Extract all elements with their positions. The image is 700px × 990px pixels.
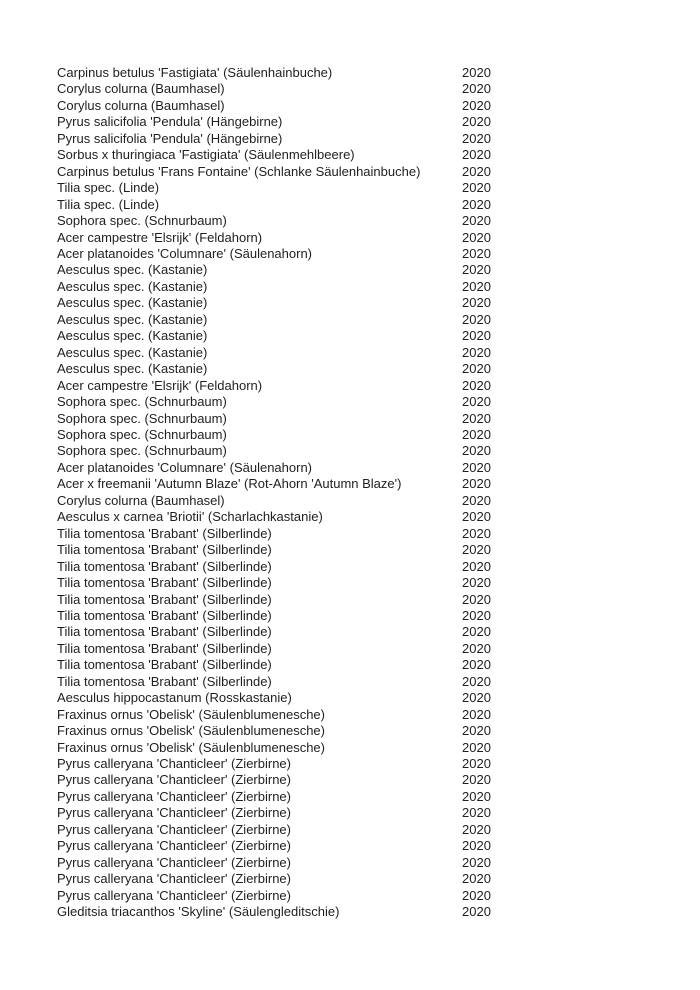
planting-year: 2020 [462, 706, 491, 722]
species-name: Pyrus calleryana 'Chanticleer' (Zierbirne) [57, 805, 291, 821]
list-item [57, 904, 660, 920]
list-item [57, 674, 660, 690]
list-item [57, 312, 660, 328]
list-item [57, 641, 660, 657]
species-name: Tilia tomentosa 'Brabant' (Silberlinde) [57, 657, 272, 673]
list-item [57, 460, 660, 476]
species-name: Aesculus spec. (Kastanie) [57, 328, 208, 344]
species-name: Acer platanoides 'Columnare' (Säulenahorn) [57, 459, 312, 475]
species-name: Sorbus x thuringiaca 'Fastigiata' (Säulenmehlbeere) [57, 147, 355, 163]
list-item [57, 888, 660, 904]
list-item [57, 789, 660, 805]
list-item [57, 114, 660, 130]
species-name: Pyrus calleryana 'Chanticleer' (Zierbirne) [57, 838, 291, 854]
planting-year: 2020 [462, 838, 491, 854]
species-name: Sophora spec. (Schnurbaum) [57, 213, 227, 229]
planting-year: 2020 [462, 673, 491, 689]
species-name: Tilia tomentosa 'Brabant' (Silberlinde) [57, 542, 272, 558]
planting-year: 2020 [462, 65, 491, 80]
planting-year: 2020 [462, 163, 491, 179]
planting-year: 2020 [462, 690, 491, 706]
species-name: Aesculus hippocastanum (Rosskastanie) [57, 690, 292, 706]
list-item [57, 608, 660, 624]
species-name: Aesculus spec. (Kastanie) [57, 344, 208, 360]
list-item [57, 131, 660, 147]
species-name: Corylus colurna (Baumhasel) [57, 97, 225, 113]
species-name: Tilia spec. (Linde) [57, 196, 160, 212]
list-item [57, 740, 660, 756]
list-item [57, 427, 660, 443]
species-name: Pyrus calleryana 'Chanticleer' (Zierbirne) [57, 788, 291, 804]
list-item [57, 262, 660, 278]
planting-year: 2020 [462, 492, 491, 508]
list-item [57, 526, 660, 542]
planting-year: 2020 [462, 624, 491, 640]
planting-year: 2020 [462, 887, 491, 903]
list-item [57, 65, 660, 81]
species-name: Tilia tomentosa 'Brabant' (Silberlinde) [57, 624, 272, 640]
planting-year: 2020 [462, 426, 491, 442]
list-item [57, 279, 660, 295]
planting-year: 2020 [462, 723, 491, 739]
planting-year: 2020 [462, 147, 491, 163]
list-item [57, 246, 660, 262]
planting-year: 2020 [462, 772, 491, 788]
species-name: Aesculus spec. (Kastanie) [57, 262, 208, 278]
species-name: Acer campestre 'Elsrijk' (Feldahorn) [57, 229, 263, 245]
list-item [57, 805, 660, 821]
species-name: Carpinus betulus 'Fastigiata' (Säulenhainbuche) [57, 65, 333, 80]
species-name: Gleditsia triacanthos 'Skyline' (Säulengleditschie) [57, 904, 340, 920]
species-name: Pyrus calleryana 'Chanticleer' (Zierbirne) [57, 887, 291, 903]
list-item [57, 98, 660, 114]
species-name: Pyrus calleryana 'Chanticleer' (Zierbirne) [57, 821, 291, 837]
species-name: Fraxinus ornus 'Obelisk' (Säulenblumenesche) [57, 706, 325, 722]
list-item [57, 756, 660, 772]
species-name: Pyrus calleryana 'Chanticleer' (Zierbirne) [57, 871, 291, 887]
list-item [57, 493, 660, 509]
planting-year: 2020 [462, 278, 491, 294]
planting-year: 2020 [462, 459, 491, 475]
species-name: Fraxinus ornus 'Obelisk' (Säulenblumenesche) [57, 723, 325, 739]
species-name: Acer campestre 'Elsrijk' (Feldahorn) [57, 377, 263, 393]
species-name: Sophora spec. (Schnurbaum) [57, 426, 227, 442]
list-item [57, 657, 660, 673]
species-name: Tilia spec. (Linde) [57, 180, 160, 196]
list-item [57, 443, 660, 459]
list-item [57, 509, 660, 525]
species-name: Aesculus spec. (Kastanie) [57, 278, 208, 294]
list-item [57, 592, 660, 608]
species-name: Aesculus spec. (Kastanie) [57, 361, 208, 377]
list-item [57, 180, 660, 196]
planting-year: 2020 [462, 788, 491, 804]
planting-year: 2020 [462, 196, 491, 212]
list-item [57, 542, 660, 558]
planting-year: 2020 [462, 213, 491, 229]
species-name: Tilia tomentosa 'Brabant' (Silberlinde) [57, 591, 272, 607]
species-name: Aesculus spec. (Kastanie) [57, 295, 208, 311]
planting-year: 2020 [462, 805, 491, 821]
species-name: Pyrus salicifolia 'Pendula' (Hängebirne) [57, 130, 283, 146]
planting-year: 2020 [462, 558, 491, 574]
species-name: Acer x freemanii 'Autumn Blaze' (Rot-Ahorn 'Autumn Blaze') [57, 476, 402, 492]
list-item [57, 707, 660, 723]
list-item [57, 230, 660, 246]
planting-year: 2020 [462, 640, 491, 656]
planting-year: 2020 [462, 361, 491, 377]
planting-year: 2020 [462, 344, 491, 360]
species-name: Tilia tomentosa 'Brabant' (Silberlinde) [57, 558, 272, 574]
species-name: Pyrus calleryana 'Chanticleer' (Zierbirne) [57, 854, 291, 870]
planting-year: 2020 [462, 130, 491, 146]
species-name: Corylus colurna (Baumhasel) [57, 81, 225, 97]
species-name: Carpinus betulus 'Frans Fontaine' (Schlanke Säulenhainbuche) [57, 163, 421, 179]
list-item [57, 328, 660, 344]
list-item [57, 147, 660, 163]
planting-year: 2020 [462, 443, 491, 459]
species-name: Pyrus salicifolia 'Pendula' (Hängebirne) [57, 114, 283, 130]
species-name: Pyrus calleryana 'Chanticleer' (Zierbirne) [57, 756, 291, 772]
species-name: Sophora spec. (Schnurbaum) [57, 394, 227, 410]
tree-list [57, 65, 660, 921]
list-item [57, 822, 660, 838]
species-name: Tilia tomentosa 'Brabant' (Silberlinde) [57, 575, 272, 591]
list-item [57, 345, 660, 361]
list-item [57, 411, 660, 427]
planting-year: 2020 [462, 245, 491, 261]
list-item [57, 575, 660, 591]
planting-year: 2020 [462, 542, 491, 558]
planting-year: 2020 [462, 410, 491, 426]
species-name: Aesculus x carnea 'Briotii' (Scharlachkastanie) [57, 509, 323, 525]
planting-year: 2020 [462, 394, 491, 410]
planting-year: 2020 [462, 509, 491, 525]
list-item [57, 394, 660, 410]
list-item [57, 476, 660, 492]
list-item [57, 871, 660, 887]
list-item [57, 838, 660, 854]
planting-year: 2020 [462, 739, 491, 755]
species-name: Corylus colurna (Baumhasel) [57, 492, 225, 508]
species-name: Tilia tomentosa 'Brabant' (Silberlinde) [57, 525, 272, 541]
list-item [57, 197, 660, 213]
planting-year: 2020 [462, 854, 491, 870]
planting-year: 2020 [462, 328, 491, 344]
planting-year: 2020 [462, 311, 491, 327]
planting-year: 2020 [462, 575, 491, 591]
planting-year: 2020 [462, 114, 491, 130]
list-item [57, 855, 660, 871]
list-item [57, 295, 660, 311]
planting-year: 2020 [462, 81, 491, 97]
planting-year: 2020 [462, 591, 491, 607]
planting-year: 2020 [462, 657, 491, 673]
planting-year: 2020 [462, 756, 491, 772]
planting-year: 2020 [462, 295, 491, 311]
species-name: Tilia tomentosa 'Brabant' (Silberlinde) [57, 607, 272, 623]
species-name: Aesculus spec. (Kastanie) [57, 311, 208, 327]
planting-year: 2020 [462, 821, 491, 837]
planting-year: 2020 [462, 262, 491, 278]
planting-year: 2020 [462, 377, 491, 393]
planting-year: 2020 [462, 904, 491, 920]
list-item [57, 213, 660, 229]
list-item [57, 164, 660, 180]
list-item [57, 624, 660, 640]
species-name: Tilia tomentosa 'Brabant' (Silberlinde) [57, 673, 272, 689]
species-name: Sophora spec. (Schnurbaum) [57, 410, 227, 426]
species-name: Fraxinus ornus 'Obelisk' (Säulenblumenesche) [57, 739, 325, 755]
list-item [57, 81, 660, 97]
species-name: Acer platanoides 'Columnare' (Säulenahorn) [57, 245, 312, 261]
list-item [57, 772, 660, 788]
planting-year: 2020 [462, 525, 491, 541]
planting-year: 2020 [462, 229, 491, 245]
species-name: Pyrus calleryana 'Chanticleer' (Zierbirne) [57, 772, 291, 788]
list-item [57, 690, 660, 706]
list-item [57, 559, 660, 575]
list-item [57, 723, 660, 739]
species-name: Tilia tomentosa 'Brabant' (Silberlinde) [57, 640, 272, 656]
planting-year: 2020 [462, 476, 491, 492]
species-name: Sophora spec. (Schnurbaum) [57, 443, 227, 459]
planting-year: 2020 [462, 607, 491, 623]
planting-year: 2020 [462, 97, 491, 113]
list-item [57, 361, 660, 377]
list-item [57, 378, 660, 394]
planting-year: 2020 [462, 871, 491, 887]
planting-year: 2020 [462, 180, 491, 196]
